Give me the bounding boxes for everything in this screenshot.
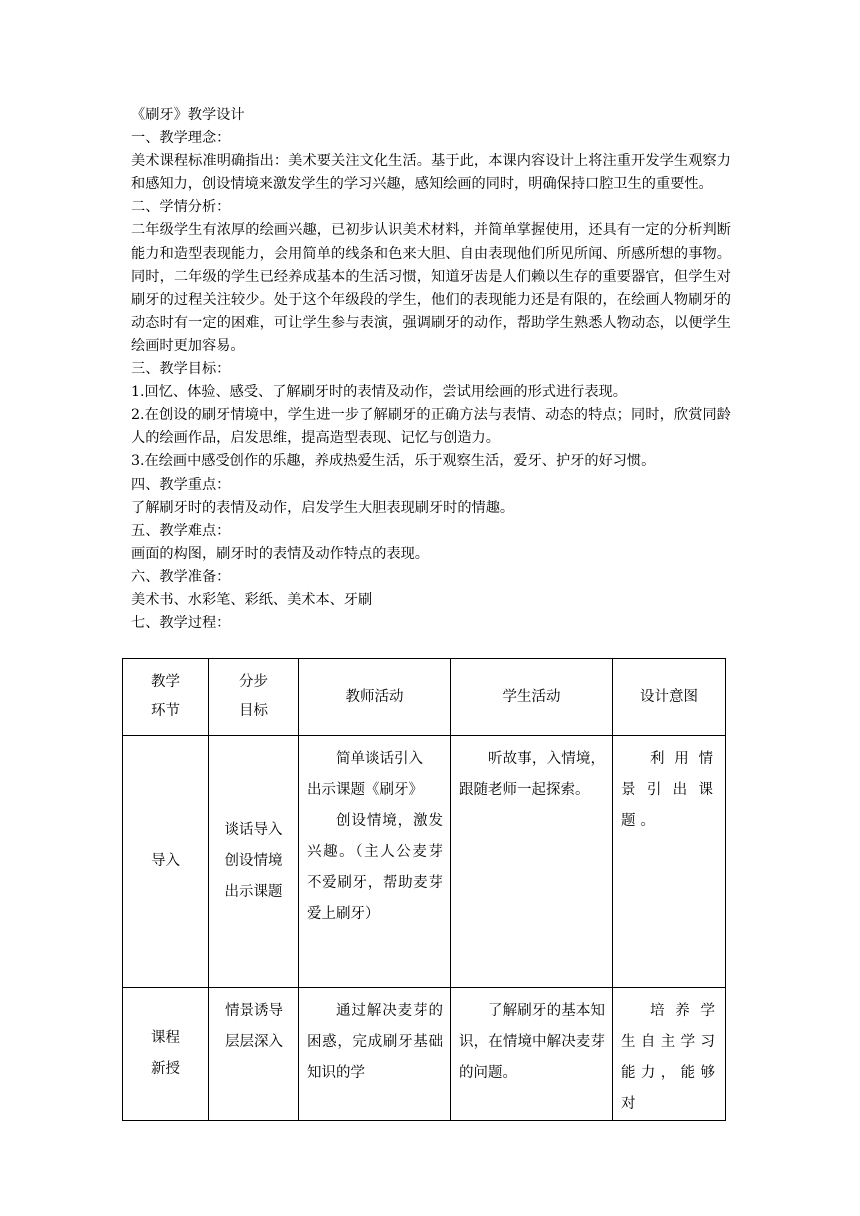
design-intent-cell: 利用情景引出课题。 (613, 736, 726, 988)
teaching-process-table (122, 658, 726, 1121)
section-body-difficulties: 画面的构图，刷牙时的表情及动作特点的表现。 (131, 545, 429, 562)
document-title: 《刷牙》教学设计 (131, 107, 245, 123)
goal-item-1: 1.回忆、体验、感受、了解刷牙时的表情及动作，尝试用绘画的形式进行表现。 (131, 384, 627, 401)
section-body-philosophy: 美术课程标准明确指出：美术要关注文化生活。基于此，本课内容设计上将注重开发学生观察力和感知力，创设情境来激发学生的学习兴趣，感知绘画的同时，明确保持口腔卫生的重要性。 (131, 153, 731, 193)
section-body-key-points: 了解刷牙时的表情及动作，启发学生大胆表现刷牙时的情趣。 (131, 499, 515, 516)
header-step-goal: 分步 目标 (209, 659, 299, 736)
section-body-analysis: 二年级学生有浓厚的绘画兴趣，已初步认识美术材料，并简单掌握使用，还具有一定的分析判断能力和造型表现能力，会用简单的线条和色来大胆、自由表现他们所见所闻、所感所想的事物。同时，二年级的学生已经养成基本的生活习惯，知道牙齿是人们赖以生存的重要器官，但学生对刷牙的过程关注较少。处于这个年级段的学生，他们的表现能力还是有限的，在绘画人物刷牙的动态时有一定的困难，可让学生参与表演，强调刷牙的动作，帮助学生熟悉人物动态，以便学生绘画时更加容易。 (131, 222, 731, 354)
header-design-intent: 设计意图 (613, 659, 726, 736)
goal-cell: 谈话导入 创设情境 出示课题 (209, 736, 299, 988)
goal-item-3: 3.在绘画中感受创作的乐趣，养成热爱生活，乐于观察生活，爱牙、护牙的好习惯。 (131, 453, 656, 470)
section-heading-key-points: 四、教学重点： (131, 476, 231, 493)
section-heading-preparation: 六、教学准备： (131, 568, 231, 585)
section-heading-analysis: 二、学情分析： (131, 199, 231, 216)
table-row (123, 988, 726, 1121)
section-body-preparation: 美术书、水彩笔、彩纸、美术本、牙刷 (131, 591, 373, 608)
document-intro (131, 104, 731, 635)
header-student-activity: 学生活动 (451, 659, 613, 736)
teacher-activity-cell: 简单谈话引入 出示课题《刷牙》 创设情境，激发兴趣。（主人公麦芽不爱刷牙，帮助麦芽爱上刷牙） (299, 736, 451, 988)
segment-cell: 课程 新授 (123, 988, 209, 1121)
header-segment: 教学 环节 (123, 659, 209, 736)
section-heading-goals: 三、教学目标： (131, 361, 231, 378)
teacher-activity-cell: 通过解决麦芽的困惑，完成刷牙基础知识的学 (299, 988, 451, 1121)
goal-item-2: 2.在创设的刷牙情境中，学生进一步了解刷牙的正确方法与表情、动态的特点；同时，欣赏同龄人的绘画作品，启发思维，提高造型表现、记忆与创造力。 (131, 407, 731, 447)
goal-cell: 情景诱导 层层深入 (209, 988, 299, 1121)
table-row (123, 736, 726, 988)
segment-cell: 导入 (123, 736, 209, 988)
section-heading-philosophy: 一、教学理念： (131, 130, 231, 147)
student-activity-cell: 了解刷牙的基本知识，在情境中解决麦芽的问题。 (451, 988, 613, 1121)
table-header-row (123, 659, 726, 736)
header-teacher-activity: 教师活动 (299, 659, 451, 736)
student-activity-cell: 听故事，入情境，跟随老师一起探索。 (451, 736, 613, 988)
section-heading-process: 七、教学过程： (131, 615, 231, 632)
section-heading-difficulties: 五、教学难点： (131, 522, 231, 539)
design-intent-cell: 培养学生自主学习能力，能够对 (613, 988, 726, 1121)
